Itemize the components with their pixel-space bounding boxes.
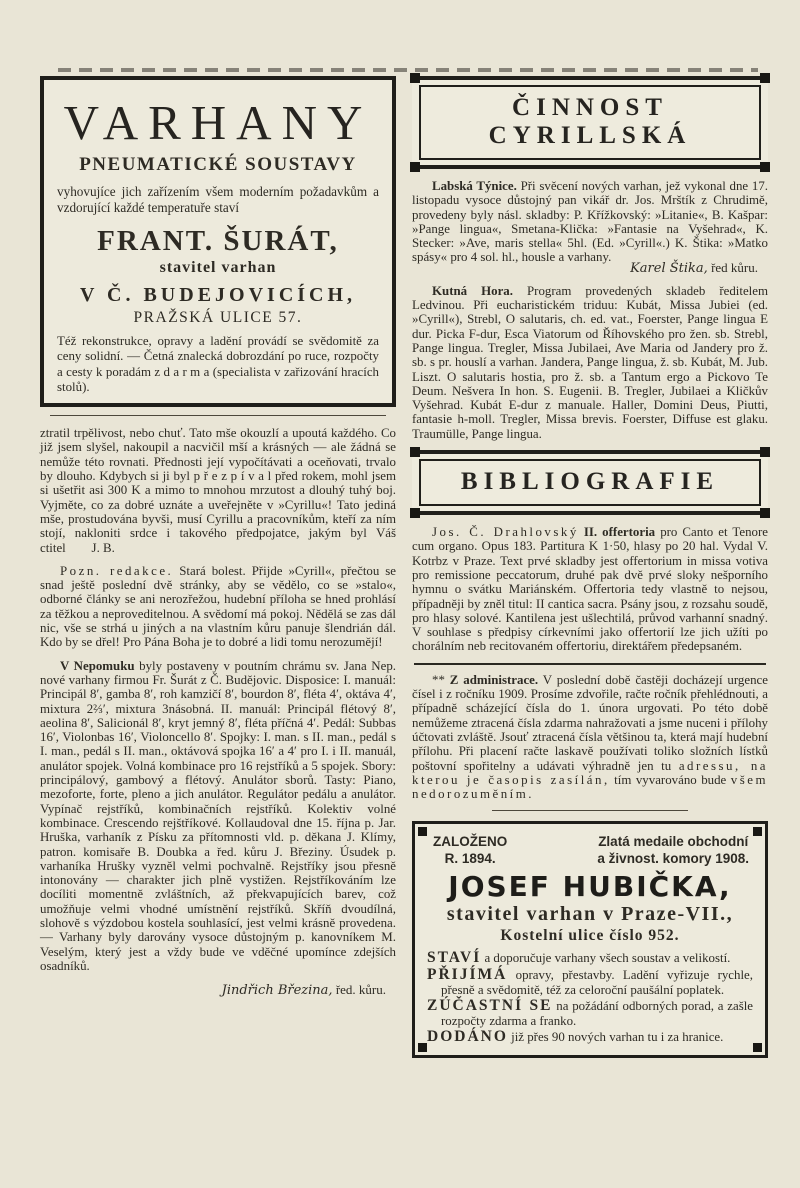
item-lead: ZÚČASTNÍ SE [427,997,553,1015]
paragraph-lead: Kutná Hora. [432,283,513,298]
advert-item-zucastni [427,999,753,1028]
paragraph-mse-continuation [40,426,396,555]
advert-title: VARHANY [63,95,373,150]
section-header-cinnost [412,76,768,169]
emphasized-text: všem nedorozuměním. [412,772,768,802]
paragraph-lead: Labská Týnice. [432,179,517,193]
paragraph-text: Při svěcení nových varhan, jež vykonal dne 17. listopadu vysoce důstojný pan vikář dr. Jos. Mrštík z Chrudimě, provedeny byly násl. skladby: P. Křížkovský: »Litanie«, B. Kašpar: »Pange lingua«, Smetana-Klička: »Fantasie na Vyšehrad«, K. Stecker: »Ave, maris stella« 5hl. (Ed. »Cyrill«.) K. Štika: »Matko spásy« pro 4 sol. hl., housle a varhany. [412,179,769,265]
corner-ornament [760,508,770,518]
advert-builder-name: FRANT. ŠURÁT, [97,225,339,257]
section-divider-rule [414,663,766,665]
advert-builder-name: JOSEF HUBIČKA, [448,870,732,904]
advert-subtitle: PNEUMATICKÉ SOUSTAVY [79,154,357,175]
founded-label: ZALOŽENO [433,834,508,850]
advert-item-prijima [427,965,753,997]
section-header-bibliografie [412,450,768,515]
item-text: již přes 90 nových varhan tu i za hranice. [507,1030,724,1045]
corner-ornament [760,73,770,83]
column-divider-rule [50,415,386,416]
advert-builder-role: stavitel varhan [159,259,277,276]
paragraph-text: Program provedených skladeb ředitelem Ledvinou. Při eucharistickém triduu: Kubát, Missa Jubiei (ed. »Cyrill«), Strebl, O salutaris, ch. ed. vat., Foerster, Pange lingua E dur. Picka F-dur, Esca Viatorum od Říhovského pro žen. sb. Strebl, Pange lingua. Tregler, Missa Jubilaei, Ave Maria od Jandery pro ž. sb. s pr. houslí a varhan. Jandera, Pange lingua, ž. sb. Kubát, M. Jub. Liszt. O salutaris hostia, pro ž. sb. a Tantum ergo a Pickovo Te Deum. Nešvera In hon. S. Eugenii. B. Tregler, Jubilaei a Kličkův Vyšehrad. Kubát E-dur z manuale. Haller, Domini Deus, Piutti, fantasie h-moll. Tregler, Missa brevis. Foerster, Diffuse est glaku. Traumülle, Pange lingua. [412,283,769,441]
advert-address: Kostelní ulice číslo 952. [500,927,680,945]
item-lead: DODÁNO [427,1028,508,1046]
advert-josef-hubicka [412,821,768,1058]
item-text: opravy, přestavby. Ladění vyřizuje rychle, přesně a svědomitě, též za celoroční paušální poplatek. [441,967,753,997]
advert-divider-rule [492,810,688,811]
review-author: Jos. Č. Drahlovský [432,525,579,540]
paragraph-text: ztratil trpělivost, nebo chuť. Tato mše okouzlí a upoutá každého. Co již jsem slyšel, nakoupil a nacvičil mší a krásných — ale žádná se nemůže této rovnati. Přednosti její vypočítávati a oceňovati, trvalo by dlouho. Kdybych si ji byl p ř e z p í v a l před rokem, mohl jsem si ušetřit asi 300 K a mimo to mnohou mrzutost a dlouhý tuhý boj. Vyjměte, co za dobré uznáte a uveřejněte v »Cyrillu«! Tato jediná mše, prostudována byvši, musí Cyrillu a pracovníkům, kteří za ním stojí, nakloniti srdce i takového předpojatce, jakým byl Váš ctitel J. B. [40,426,396,555]
corner-ornament [760,447,770,457]
right-column [412,76,768,1058]
corner-ornament [410,162,420,172]
item-lead: PŘIJÍMÁ [427,965,508,983]
paragraph-v-nepomuku [40,659,396,974]
advert-varhany-surat [40,76,396,407]
item-text: a doporučuje varhany všech soustav a velikostí. [481,951,731,966]
section-title: BIBLIOGRAFIE [419,459,761,506]
advert-note: Též rekonstrukce, opravy a ladění provádí se svědomitě za ceny solidní. — Četná znalecká dobrozdání po ruce, rozpočty a cesty k poradám z d a r m a (specialista v zařizování hracích stolů). [57,334,379,394]
signature-role: řed. kůru. [332,982,386,998]
signature-name: Jindřich Březina, [221,983,333,999]
paragraph-text: byly postaveny v poutním chrámu sv. Jana Nep. nové varhany firmou Fr. Šurát z Č. Budějovic. Disposice: I. manuál: Principál 8′, gamba 8′, roh kamzičí 8′, bourdon 8′, fléta 4′, oktáva 4′, mixtura 2⅔′, mixtura 3násobná. II. manuál: Principál flétový 8′, aeolina 8′, Salicionál 8′, kryt jemný 8′, fléta příčná 4′. Pedál: Subbas 16′, Violonbas 16′, Violoncello 8′. Spojky: I. man. s II. man., pedál s I. man., pedál s II. man., oktávová spojka 16′ a 4′ pro I. i II. manuál, anulátor spojek. Volná kombinace pro 16 rejstříků a 5 spojek. Sbory: principálový, gambový a flétový. Anulátor sborů. Tasty: Piano, mezoforte, forte, pleno a jich anulátor. Regulátor pedálu a anulátor. Vypínač rejstříků, kombinačních rejstříků. Kolektiv volné kombinace. Crescendo rejštříkové. Kollaudoval dne 15. října p. Jar. Hruška, varhaník z Písku za přítomnosti vld. p. děkana J. Klímy, patron. komisaře B. Doubka a řed. kůru J. Březiny. Úsudek p. varhaníka Hrušky vyzněl velmi pochvalně. Rejstříky jsou přesně intonovány — charakter jich plně vystižen. Rejstříkováním lze docíliti momentně zvláštních, až překvapujících barev, což umožňuje velmi vhodné umístnění rejstříků. Skříň dvoudílná, slohově s výzdobou kostela souhlasící, jest velmi krásně provedena. — Varhany byly darovány vysoce důstojným p. kanovníkem M. Veselým, který jest a vždy bude ve vděčné upomínce zdejších osadníků. [40,658,396,973]
advert-top-row [427,832,753,871]
medal-line2: a živnost. komory 1908. [597,850,749,866]
founded-year: R. 1894. [444,850,496,866]
corner-ornament [753,1043,762,1052]
review-work-title: II. offertoria [578,525,661,540]
advert-item-stavi [427,951,753,966]
paragraph-bibliografie [412,525,768,654]
item-text: na požádání odborných porad, a zašle rozpočty zdarma a franko. [441,999,754,1028]
paragraph-labska-tynice [412,179,768,265]
advert-medal [597,834,749,867]
signature-name: Karel Štika, [630,260,708,276]
corner-ornament [410,447,420,457]
print-artifact-line [58,68,758,72]
advert-item-dodano [427,1030,753,1045]
signature-role: řed kůru. [707,259,758,275]
advert-intro-text: vyhovujíce jich zařízením všem moderním požadavkům a vzdorující každé temperatuře staví [57,184,379,215]
paragraph-pozn-redakce [40,564,396,650]
advert-city: V Č. BUDEJOVICÍCH, [79,284,357,306]
paragraph-lead: Z administrace. [444,672,539,687]
paragraph-text: V poslední době častěji docházejí urgence čísel i z ročníku 1909. Prosíme zdvořile, račte ročník přehlédnouti, a případně scházející čísla do 1. února urgovati. Po této době nemůžeme ztracená čísla zdarma nahražovati a jsme nuceni i přílohy účtovati zvláště. Jsouť ztracená čísla většinou ta, která mají hudební přílohu. Při placení račte laskavě používati toliko složních lístků poštovní spořitelny a udávati výhradně jen tu [412,672,768,773]
paragraph-z-administrace [412,673,768,802]
corner-ornament [418,1043,427,1052]
corner-ornament [410,508,420,518]
advert-builder-role: stavitel varhan v Praze-VII., [446,903,734,926]
advert-founded [433,834,507,867]
medal-line1: Zlatá medaile obchodní [598,834,749,850]
corner-ornament [410,73,420,83]
paragraph-kutna-hora [412,284,768,441]
corner-ornament [760,162,770,172]
left-column [40,76,396,1058]
advert-street: PRAŽSKÁ ULICE 57. [133,309,303,326]
paragraph-text: Stará bolest. Přijde »Cyrill«, přečtou se snad ještě poslední dvě stránky, aby se vědělo, co se »stalo«, odborné články se ani nerozřežou, hudební příloha se hned prohlásí za těžkou a neproveditelnou. A svědomí má pokoj. Nědělá se zas dál nic, vše se strhá u jiných a na vlastním kůru panuje šlendrián dál. Kdo by se dřel! Pro Pána Boha je to dobré a lidi tomu nerozumějí! [40,563,396,650]
corner-ornament [418,827,427,836]
item-lead: STAVÍ [427,949,482,967]
emphasized-address-text: adressu, na kterou je časopis zasílán, [412,758,768,787]
section-title: ČINNOST CYRILLSKÁ [419,85,761,160]
paragraph-lead: V Nepomuku [60,658,135,673]
corner-ornament [753,827,762,836]
paragraph-text: tím vyvarováno bude [609,772,731,787]
paragraph-text: pro Canto et Tenore cum organo. Opus 183. Partitura K 1·50, hlasy po 20 hal. Vydal V. Kotrbz v Praze. Text prvé skladby jest offertorium in missa votiva pro remissione peccatorum, druhé pak dvě prvé sloky nešporního hymnu o svátku Mariánském. Offertoria tedy vlastně to nejsou, případněji by zněl titul: II cantica sacra. Psány jsou, z rozsahu soudě, pro hlasy solové. Kantilena jest ušlechtilá, průvod varhanní snadný. V souhlase s předpisy církevními jako offertorií lze jich užíti po chorálním neb recitovaném offertoriu, direktářem předepsaném. [412,525,769,654]
asterisks-mark: ** [432,672,445,687]
paragraph-lead: Pozn. redakce. [60,563,174,578]
signature-brezina [40,982,396,998]
